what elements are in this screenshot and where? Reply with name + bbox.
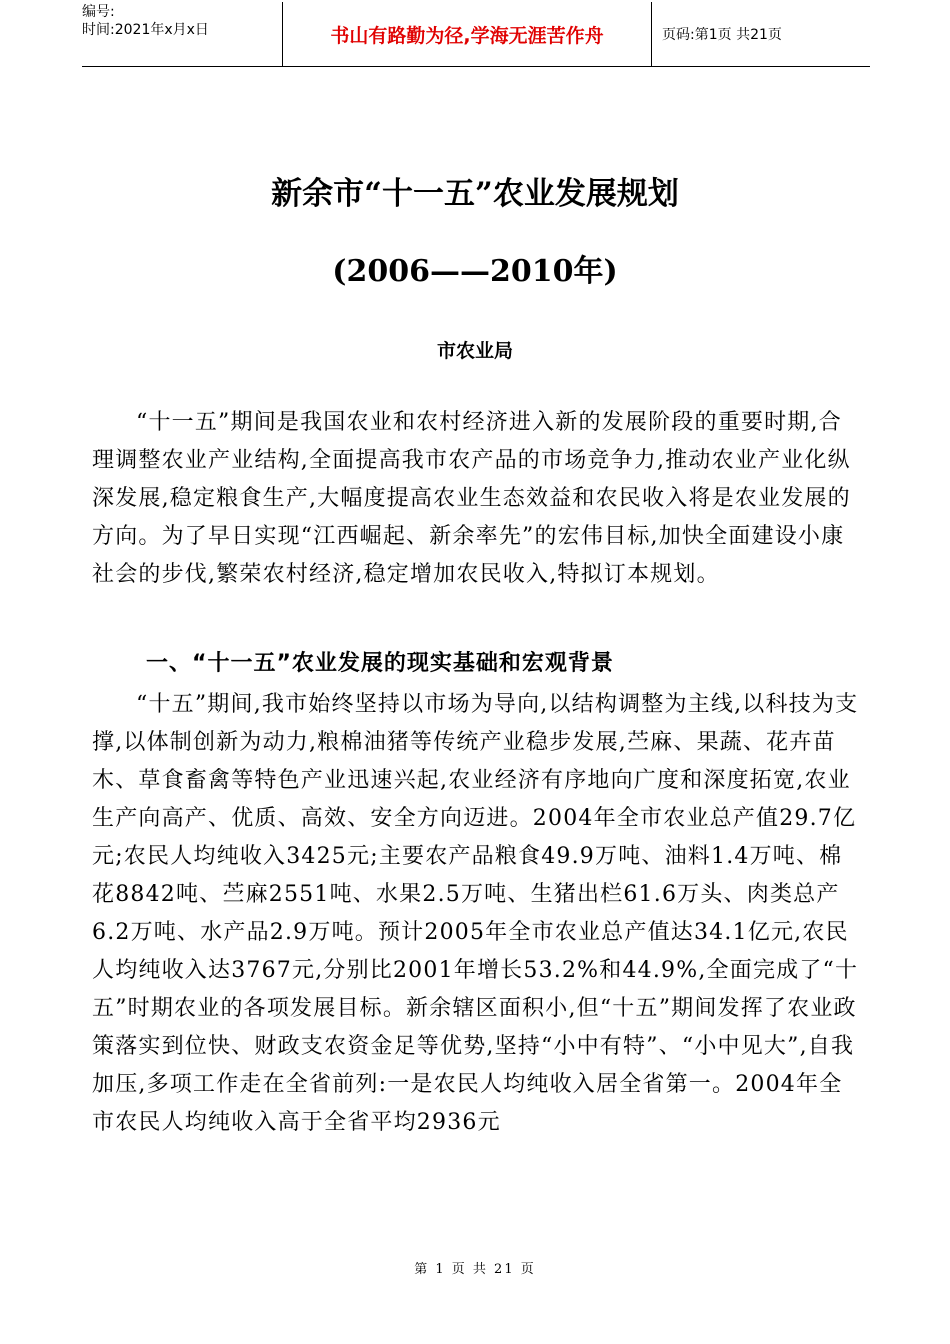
document-author: 市农业局 bbox=[436, 340, 513, 362]
section1-heading: 一、“十一五”农业发展的现实基础和宏观背景 bbox=[146, 651, 614, 676]
header-time-label: 时间:2021年x月x日 bbox=[82, 22, 209, 38]
document-subtitle: (2006——2010年) bbox=[332, 254, 618, 289]
document-title: 新余市“十一五”农业发展规划 bbox=[271, 176, 679, 212]
header-meta bbox=[82, 2, 282, 66]
page-header bbox=[82, 2, 870, 67]
header-motto: 书山有路勤为径,学海无涯苦作舟 bbox=[282, 2, 652, 66]
header-page-info: 页码:第1页 共21页 bbox=[662, 27, 782, 43]
section1-paragraph: “十五”期间,我市始终坚持以市场为导向,以结构调整为主线,以科技为支撑,以体制创新为动力,粮棉油猪等传统产业稳步发展,苎麻、果蔬、花卉苗木、草食畜禽等特色产业迅速兴起,农业经济有序地向广度和深度拓宽,农业生产向高产、优质、高效、安全方向迈进。2004年全市农业总产值29.7亿元;农民人均纯收入3425元;主要农产品粮食49.9万吨、油料1.4万吨、棉花8842吨、苎麻2551吨、水果2.5万吨、生猪出栏61.6万头、肉类总产6.2万吨、水产品2.9万吨。预计2005年全市农业总产值达34.1亿元,农民人均纯收入达3767元,分别比2001年增长53.2%和44.9%,全面完成了“十五”时期农业的各项发展目标。新余辖区面积小,但“十五”期间发挥了农业政策落实到位快、财政支农资金足等优势,坚持“小中有特”、“小中见大”,自我加压,多项工作走在全省前列:一是农民人均纯收入居全省第一。2004年全市农民人均纯收入高于全省平均2936元 bbox=[92, 692, 859, 1135]
header-number-label: 编号: bbox=[82, 4, 115, 20]
page-footer: 第 1 页 共 21 页 bbox=[414, 1262, 536, 1277]
intro-paragraph: “十一五”期间是我国农业和农村经济进入新的发展阶段的重要时期,合理调整农业产业结构,全面提高我市农产品的市场竞争力,推动农业产业化纵深发展,稳定粮食生产,大幅度提高农业生态效益和农民收入将是农业发展的方向。为了早日实现“江西崛起、新余率先”的宏伟目标,加快全面建设小康社会的步伐,繁荣农村经济,稳定增加农民收入,特拟订本规划。 bbox=[92, 410, 851, 587]
